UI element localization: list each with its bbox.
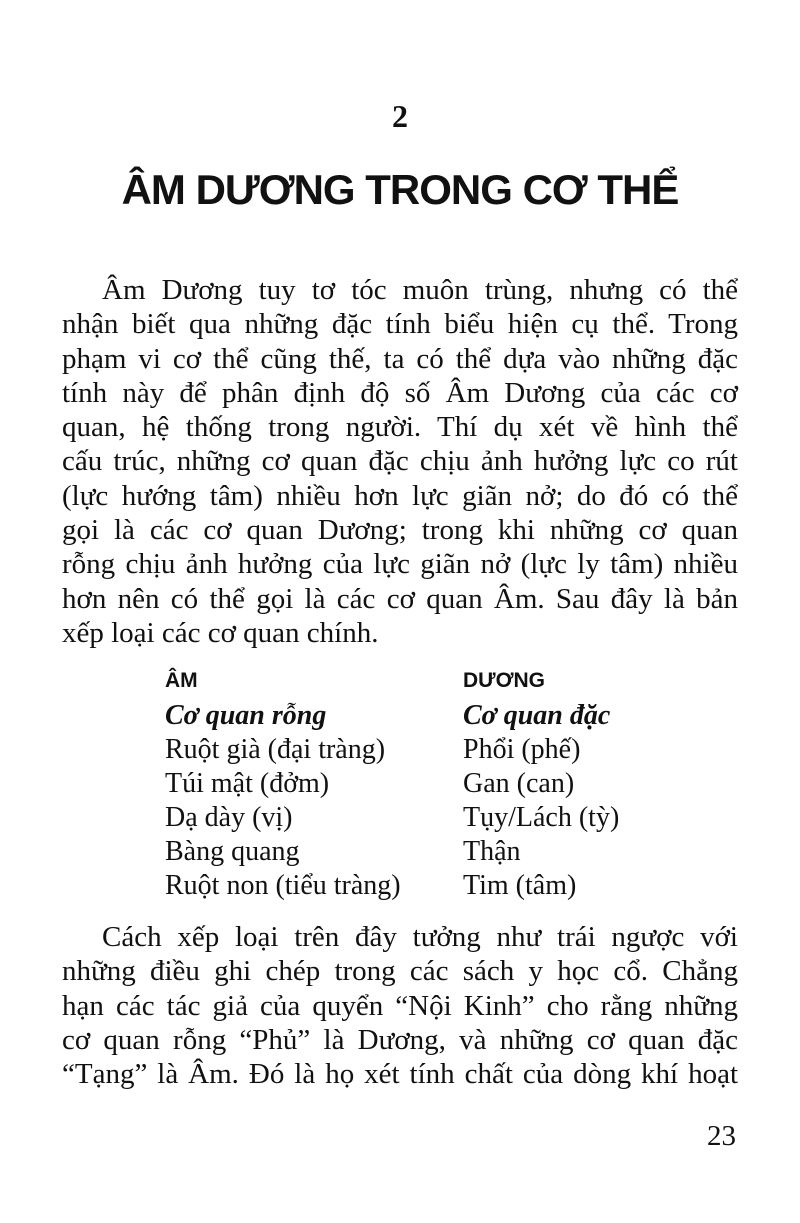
am-column-header: ÂM (165, 669, 198, 692)
paragraph-line: nhận biết qua những đặc tính biểu hiện cụ thể. Trong (62, 308, 738, 341)
am-column-subheader: Cơ quan rỗng (165, 700, 327, 731)
chapter-number: 2 (392, 98, 408, 134)
duong-column-header: DƯƠNG (463, 669, 546, 692)
chapter-title: ÂM DƯƠNG TRONG CƠ THỂ (121, 166, 679, 213)
duong-organ-item: Tụy/Lách (tỳ) (463, 802, 620, 833)
paragraph-line: Cách xếp loại trên đây tưởng như trái ngược với (102, 921, 738, 953)
intro-paragraph (62, 273, 738, 650)
duong-organ-item: Tim (tâm) (463, 870, 577, 901)
paragraph-line: (lực hướng tâm) nhiều hơn lực giãn nở; do đó có thể (62, 479, 738, 512)
paragraph-line: gọi là các cơ quan Dương; trong khi những cơ quan (62, 514, 738, 547)
paragraph-line: quan, hệ thống trong người. Thí dụ xét về hình thể (62, 411, 738, 444)
paragraph-line: những điều ghi chép trong các sách y học cổ. Chẳng (62, 955, 738, 988)
am-organ-item: Bàng quang (165, 836, 300, 867)
duong-organ-item: Gan (can) (463, 768, 575, 799)
am-organ-item: Ruột non (tiểu tràng) (165, 870, 401, 901)
am-organ-item: Túi mật (đởm) (165, 768, 330, 799)
paragraph-line: phạm vi cơ thể cũng thế, ta có thể dựa vào những đặc (62, 342, 738, 375)
paragraph-line: rỗng chịu ảnh hưởng của lực giãn nở (lực ly tâm) nhiều (62, 548, 738, 581)
paragraph-line: hạn các tác giả của quyển “Nội Kinh” cho rằng những (62, 989, 738, 1022)
duong-column (463, 663, 723, 903)
paragraph-line: cấu trúc, những cơ quan đặc chịu ảnh hưởng lực co rút (62, 445, 738, 478)
paragraph-line: tính này để phân định độ số Âm Dương của các cơ (62, 376, 738, 409)
page-number: 23 (707, 1120, 736, 1152)
paragraph-line: “Tạng” là Âm. Đó là họ xét tính chất của dòng khí hoạt (62, 1058, 738, 1091)
paragraph-line: xếp loại các cơ quan chính. (62, 616, 379, 649)
duong-organ-item: Phổi (phế) (463, 734, 581, 765)
second-paragraph (62, 920, 738, 1091)
paragraph-line: hơn nên có thể gọi là các cơ quan Âm. Sau đây là bản (62, 582, 738, 615)
paragraph-line: Âm Dương tuy tơ tóc muôn trùng, nhưng có thể (102, 274, 738, 306)
paragraph-line: cơ quan rỗng “Phủ” là Dương, và những cơ quan đặc (62, 1023, 738, 1056)
am-column (165, 663, 465, 903)
duong-organ-item: Thận (463, 836, 521, 867)
am-organ-item: Dạ dày (vị) (165, 802, 293, 833)
am-organ-item: Ruột già (đại tràng) (165, 734, 386, 765)
duong-column-subheader: Cơ quan đặc (463, 700, 611, 731)
